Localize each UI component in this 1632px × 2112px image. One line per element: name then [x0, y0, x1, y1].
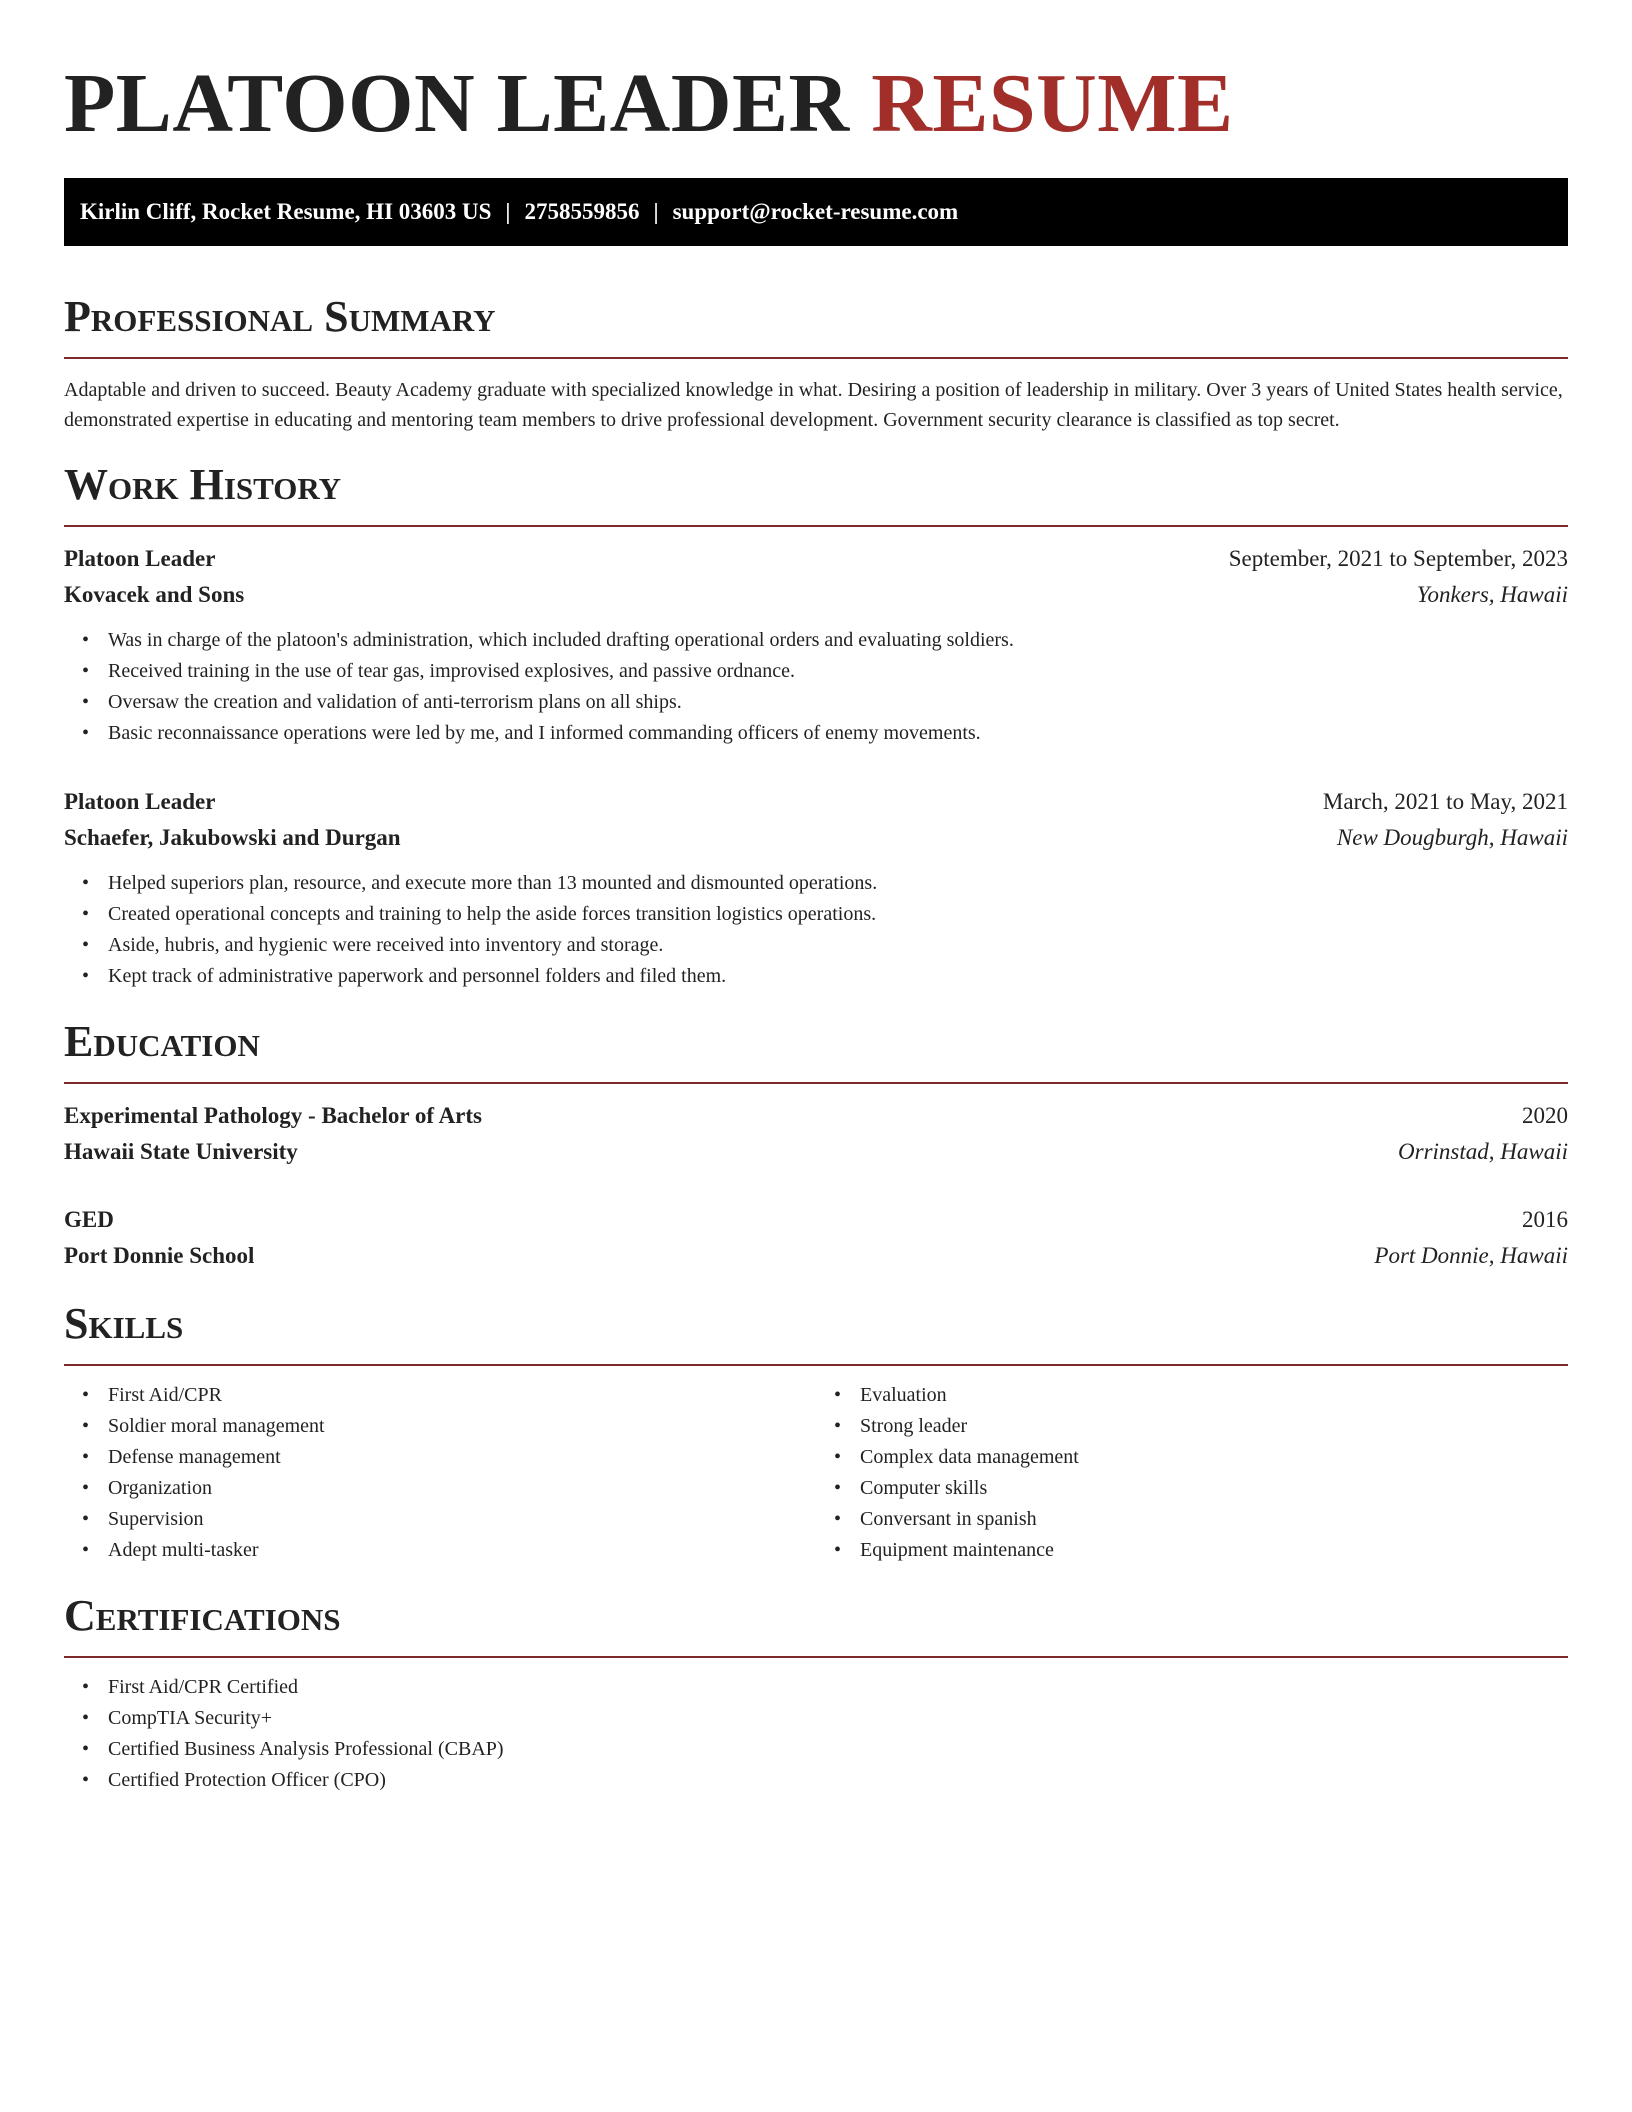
contact-address: Kirlin Cliff, Rocket Resume, HI 03603 US: [80, 199, 492, 224]
job-entry: [64, 784, 1568, 992]
education-location: Port Donnie, Hawaii: [1374, 1243, 1568, 1268]
education-entry: [64, 1202, 1568, 1274]
education-degree: GED: [64, 1207, 114, 1232]
section-divider: [64, 1364, 1568, 1366]
education-heading: Education: [64, 1017, 260, 1066]
job-header-row: [64, 541, 1568, 577]
work-history-section: [64, 461, 1568, 992]
title-accent: RESUME: [871, 57, 1234, 150]
education-degree-row: [64, 1202, 1568, 1238]
section-divider: [64, 1656, 1568, 1658]
skill-item: • Conversant in spanish: [860, 1504, 1568, 1535]
skills-grid: [64, 1380, 1568, 1566]
job-dates: September, 2021 to September, 2023: [1228, 546, 1568, 571]
job-company-row: [64, 820, 1568, 856]
job-duty-item: • Helped superiors plan, resource, and execute more than 13 mounted and dismounted operations.: [108, 868, 1568, 899]
job-duty-item: • Was in charge of the platoon's administration, which included drafting operational orders and evaluating soldiers.: [108, 625, 1568, 656]
education-school-row: [64, 1238, 1568, 1274]
job-header-row: [64, 784, 1568, 820]
job-duty-item: • Received training in the use of tear gas, improvised explosives, and passive ordnance.: [108, 656, 1568, 687]
education-section: [64, 1018, 1568, 1274]
skill-item: • Supervision: [108, 1504, 816, 1535]
contact-phone: 2758559856: [524, 199, 640, 224]
education-degree: Experimental Pathology - Bachelor of Arts: [64, 1103, 482, 1128]
skills-section: [64, 1300, 1568, 1566]
education-entry: [64, 1098, 1568, 1170]
job-company: Schaefer, Jakubowski and Durgan: [64, 825, 401, 850]
summary-heading: Professional Summary: [64, 292, 496, 341]
skills-heading: Skills: [64, 1299, 184, 1348]
skill-item: • Soldier moral management: [108, 1411, 816, 1442]
contact-email[interactable]: support@rocket-resume.com: [672, 199, 959, 224]
section-divider: [64, 1082, 1568, 1084]
skill-item: • Adept multi-tasker: [108, 1535, 816, 1566]
skill-item: • Organization: [108, 1473, 816, 1504]
certifications-heading: Certifications: [64, 1591, 341, 1640]
skills-list-left: [64, 1380, 816, 1566]
section-divider: [64, 525, 1568, 527]
skill-item: • Computer skills: [860, 1473, 1568, 1504]
skill-item: • Equipment maintenance: [860, 1535, 1568, 1566]
job-duty-item: • Aside, hubris, and hygienic were received into inventory and storage.: [108, 930, 1568, 961]
job-location: Yonkers, Hawaii: [1416, 582, 1568, 607]
education-school-row: [64, 1134, 1568, 1170]
skills-list-right: [816, 1380, 1568, 1566]
job-duty-item: • Kept track of administrative paperwork and personnel folders and filed them.: [108, 961, 1568, 992]
education-year: 2020: [1522, 1103, 1568, 1128]
title-main: PLATOON LEADER: [64, 57, 850, 150]
education-degree-row: [64, 1098, 1568, 1134]
job-dates: March, 2021 to May, 2021: [1322, 789, 1568, 814]
job-company: Kovacek and Sons: [64, 582, 245, 607]
certification-item: • Certified Protection Officer (CPO): [108, 1765, 1568, 1796]
education-school: Hawaii State University: [64, 1139, 298, 1164]
job-company-row: [64, 577, 1568, 613]
job-title: Platoon Leader: [64, 546, 216, 571]
summary-section: [64, 293, 1568, 435]
contact-separator: |: [505, 199, 511, 224]
job-title: Platoon Leader: [64, 789, 216, 814]
job-duty-item: • Oversaw the creation and validation of anti-terrorism plans on all ships.: [108, 687, 1568, 718]
education-year: 2016: [1522, 1207, 1568, 1232]
resume-page: [64, 0, 1568, 1796]
education-location: Orrinstad, Hawaii: [1398, 1139, 1568, 1164]
certifications-section: [64, 1592, 1568, 1796]
education-school: Port Donnie School: [64, 1243, 255, 1268]
job-duty-item: • Basic reconnaissance operations were led by me, and I informed commanding officers of enemy movements.: [108, 718, 1568, 749]
certifications-list: [64, 1672, 1568, 1796]
job-duties-list: [64, 868, 1568, 992]
job-location: New Dougburgh, Hawaii: [1336, 825, 1568, 850]
skill-item: • Strong leader: [860, 1411, 1568, 1442]
job-duties-list: [64, 625, 1568, 749]
summary-text: Adaptable and driven to succeed. Beauty Academy graduate with specialized knowledge in what. Desiring a position of leadership in military. Over 3 years of United States health service, demonstrated expertise in educating and mentoring team members to drive professional development. Government security clearance is classified as top secret.: [64, 379, 1563, 431]
skill-item: • Complex data management: [860, 1442, 1568, 1473]
skill-item: • Evaluation: [860, 1380, 1568, 1411]
certification-item: • Certified Business Analysis Professional (CBAP): [108, 1734, 1568, 1765]
work-history-heading: Work History: [64, 460, 342, 509]
job-entry: [64, 541, 1568, 749]
certification-item: • First Aid/CPR Certified: [108, 1672, 1568, 1703]
section-divider: [64, 357, 1568, 359]
contact-separator: |: [653, 199, 659, 224]
resume-title: [64, 0, 1568, 152]
certification-item: • CompTIA Security+: [108, 1703, 1568, 1734]
job-duty-item: • Created operational concepts and training to help the aside forces transition logistics operations.: [108, 899, 1568, 930]
skill-item: • Defense management: [108, 1442, 816, 1473]
contact-bar: [64, 178, 1568, 246]
skill-item: • First Aid/CPR: [108, 1380, 816, 1411]
